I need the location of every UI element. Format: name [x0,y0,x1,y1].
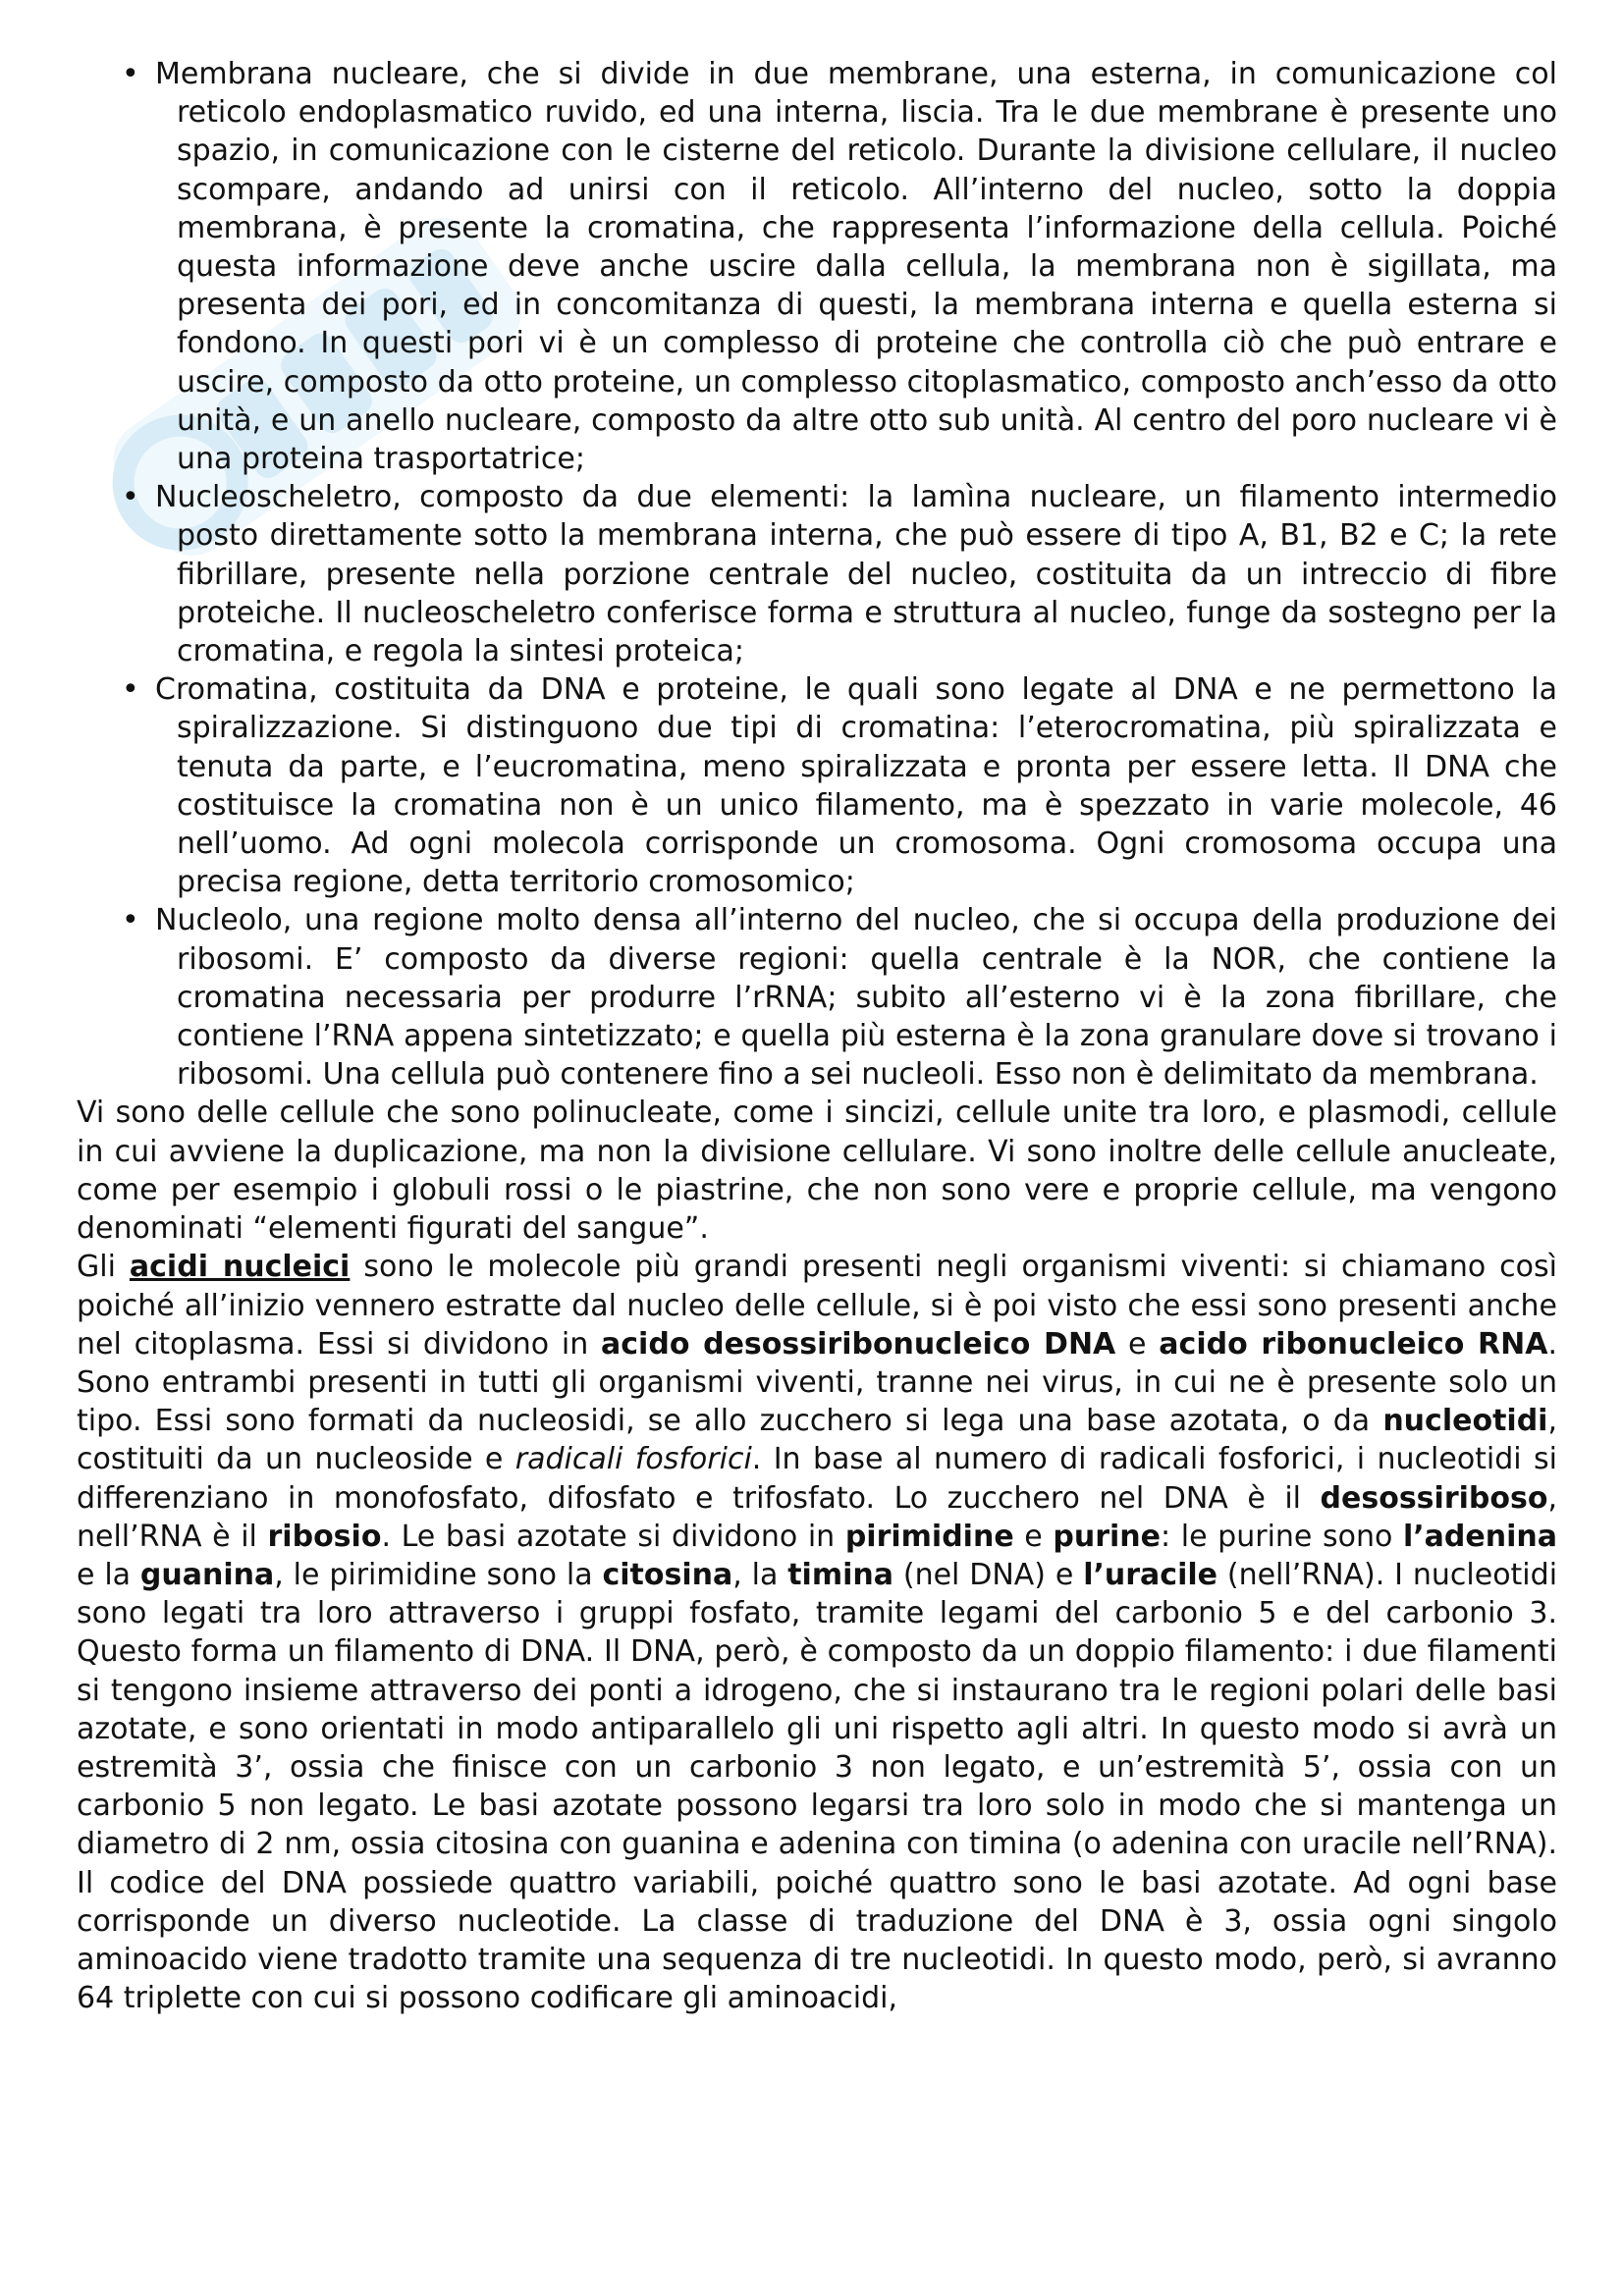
text-run: . Le basi azotate si dividono in [381,1519,845,1554]
bullet-text: Membrana nucleare, che si divide in due membrane, una esterna, in comunicazione col reticolo endoplasmatico ruvido, ed una interna, liscia. Tra le due membrane è presente uno spazio, in comunicazione con le cisterne del reticolo. Durante la divisione cellulare, il nucleo scompare, andando ad unirsi con il reticolo. All’interno del nucleo, sotto la doppia membrana, è presente la cromatina, che rappresenta l’informazione della cellula. Poiché questa informazione deve anche uscire dalla cellula, la membrana non è sigillata, ma presenta dei pori, ed in concomitanza di questi, la membrana interna e quella esterna si fondono. In questi pori vi è un complesso di proteine che controlla ciò che può entrare e uscire, composto da otto proteine, un complesso citoplasmatico, composto anch’esso da otto unità, e un anello nucleare, composto da altre otto sub unità. Al centro del poro nucleare vi è una proteina trasportatrice; [155,57,1557,477]
text-run: (nel DNA) e [893,1557,1084,1592]
bullet-list [77,55,1557,1094]
list-item [77,478,1557,670]
text-run: . In base al numero di radicali fosforici, i nucleotidi si differenziano in monofosfato, difosfato e trifosfato. Lo zucchero nel DNA è il [77,1442,1557,1516]
document-page [77,55,1557,2017]
bullet-dot: • [122,903,139,938]
paragraph-cells: Vi sono delle cellule che sono polinucleate, come i sincizi, cellule unite tra loro, e plasmodi, cellule in cui avviene la duplicazione, ma non la divisione cellulare. Vi sono inoltre delle cellule anucleate, come per esempio i globuli rossi o le piastrine, che non sono vere e proprie cellule, ma vengono denominati “elementi figurati del sangue”. [77,1095,1557,1247]
term-nucleotidi: nucleotidi [1382,1404,1548,1439]
term-guanina: guanina [139,1557,275,1592]
bullet-dot: • [122,57,139,91]
text-run: , costituiti da un nucleoside e [77,1404,1557,1477]
term-desossiriboso: desossiriboso [1320,1480,1548,1516]
term-purine: purine [1053,1519,1162,1554]
term-citosina: citosina [602,1557,733,1592]
text-run: , le pirimidine sono la [274,1557,603,1592]
term-ribosio: ribosio [267,1519,382,1554]
term-radicali-fosforici: radicali fosforici [514,1442,752,1477]
term-timina: timina [787,1557,893,1592]
bullet-dot: • [122,672,139,708]
list-item [77,901,1557,1094]
term-uracile: l’uracile [1083,1557,1217,1592]
text-run: , la [732,1557,788,1592]
text-run: sono le molecole più grandi presenti negli organismi viventi: si chiamano così poiché all’inizio vennero estratte dal nucleo delle cellule, si è poi visto che essi sono presenti anche nel citoplasma. Essi si dividono in [77,1250,1557,1362]
list-item [77,670,1557,901]
list-item [77,55,1557,478]
text-run: : le purine sono [1161,1519,1403,1554]
text-run: , nell’RNA è il [77,1480,1557,1554]
text-run: e la [77,1557,140,1592]
term-pirimidine: pirimidine [844,1519,1014,1554]
bullet-text: Nucleoscheletro, composto da due elementi: la lamìna nucleare, un filamento intermedio posto direttamente sotto la membrana interna, che può essere di tipo A, B1, B2 e C; la rete fibrillare, presente nella porzione centrale del nucleo, costituita da un intreccio di fibre proteiche. Il nucleoscheletro conferisce forma e struttura al nucleo, funge da sostegno per la cromatina, e regola la sintesi proteica; [155,480,1557,669]
text-run: e [1115,1326,1160,1362]
text-run: Gli [77,1250,130,1285]
bullet-text: Nucleolo, una regione molto densa all’interno del nucleo, che si occupa della produzione dei ribosomi. E’ composto da diverse regioni: quella centrale è la NOR, che contiene la cromatina necessaria per produrre l’rRNA; subito all’esterno vi è la zona fibrillare, che contiene l’RNA appena sintetizzato; e quella più esterna è la zona granulare dove si trovano i ribosomi. Una cellula può contenere fino a sei nucleoli. Esso non è delimitato da membrana. [155,903,1557,1093]
text-run: e [1013,1519,1054,1554]
text-run: (nell’RNA). I nucleotidi sono legati tra loro attraverso i gruppi fosfato, tramite legami del carbonio 5 e del carbonio 3. Questo forma un filamento di DNA. Il DNA, però, è composto da un doppio filamento: i due filamenti si tengono insieme attraverso dei ponti a idrogeno, che si instaurano tra le regioni polari delle basi azotate, e sono orientati in modo antiparallelo gli uni rispetto agli altri. In questo modo si avrà un estremità 3’, ossia che finisce con un carbonio 3 non legato, e un’estremità 5’, ossia con un carbonio 5 non legato. Le basi azotate possono legarsi tra loro solo in modo che si mantenga un diametro di 2 nm, ossia citosina con guanina e adenina con timina (o adenina con uracile nell’RNA). Il codice del DNA possiede quattro variabili, poiché quattro sono le basi azotate. Ad ogni base corrisponde un diverso nucleotide. La classe di traduzione del DNA è 3, ossia ogni singolo aminoacido viene tradotto tramite una sequenza di tre nucleotidi. In questo modo, però, si avranno 64 triplette con cui si possono codificare gli aminoacidi, [77,1557,1558,2016]
term-dna: acido desossiribonucleico DNA [601,1326,1116,1362]
bullet-dot: • [122,480,139,515]
text-run: . Sono entrambi presenti in tutti gli organismi viventi, tranne nei virus, in cui ne è presente solo un tipo. Essi sono formati da nucleosidi, se allo zucchero si lega una base azotata, o da [77,1326,1557,1439]
bullet-text: Cromatina, costituita da DNA e proteine, le quali sono legate al DNA e ne permettono la spiralizzazione. Si distinguono due tipi di cromatina: l’eterocromatina, più spiralizzata e tenuta da parte, e l’eucromatina, meno spiralizzata e pronta per essere letta. Il DNA che costituisce la cromatina non è un unico filamento, ma è spezzato in varie molecole, 46 nell’uomo. Ad ogni molecola corrisponde un cromosoma. Ogni cromosoma occupa una precisa regione, detta territorio cromosomico; [155,672,1557,900]
paragraph-nucleic-acids [77,1248,1557,2017]
term-acidi-nucleici: acidi nucleici [129,1250,351,1285]
term-rna: acido ribonucleico RNA [1159,1326,1548,1362]
term-adenina: l’adenina [1403,1519,1557,1554]
